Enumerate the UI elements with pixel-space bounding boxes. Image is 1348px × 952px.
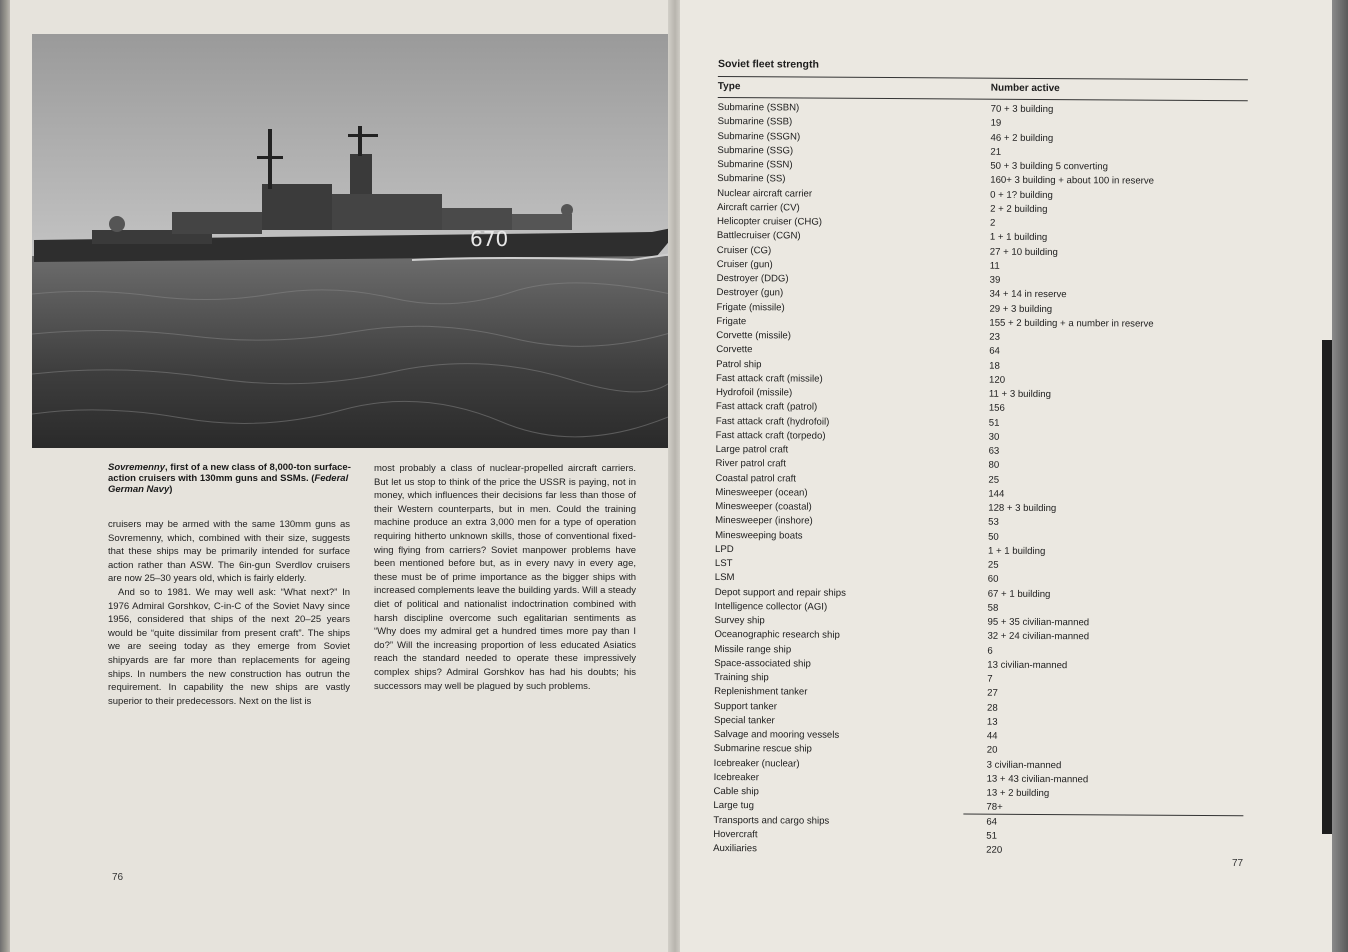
cell-number-active: 25 xyxy=(987,559,999,571)
cell-type: Minesweeper (inshore) xyxy=(715,515,813,527)
cell-number-active: 1 + 1 building xyxy=(989,231,1048,244)
cell-type: Minesweeper (coastal) xyxy=(715,500,812,513)
cell-number-active: 80 xyxy=(988,459,1000,471)
cell-type: Intelligence collector (AGI) xyxy=(714,600,828,613)
cell-type: Submarine rescue ship xyxy=(713,743,812,755)
warship-illustration xyxy=(32,34,680,448)
cell-number-active: 18 xyxy=(989,360,1000,372)
cell-number-active: 53 xyxy=(988,516,999,528)
cell-number-active: 2 xyxy=(989,217,996,229)
cell-number-active: 30 xyxy=(988,431,1000,443)
cell-type: Transports and cargo ships xyxy=(713,814,830,827)
cell-type: Destroyer (gun) xyxy=(716,287,784,299)
cell-number-active: 50 + 3 building 5 converting xyxy=(990,160,1108,173)
cell-number-active: 128 + 3 building xyxy=(988,502,1057,515)
cell-number-active: 39 xyxy=(989,274,1001,286)
cell-type: Fast attack craft (patrol) xyxy=(715,401,818,413)
page-edge-shadow xyxy=(1322,340,1332,834)
cell-number-active: 23 xyxy=(989,331,1001,343)
table-title: Soviet fleet strength xyxy=(717,58,819,71)
paragraph: And so to 1981. We may well ask: “What next?” In 1976 Admiral Gorshkov, C-in-C of the Soviet Navy since 1956, considered that ships of the next 20–25 years would be “quite dissimilar from present craft”. The ships we are seeing today as they emerge from Soviet shipyards are far more than replacements for ageing ships. In numbers the new construction has outrun the requirement. In capability the new ships are vastly superior to their predecessors. Next on the list is xyxy=(108,586,350,707)
cell-number-active: 78+ xyxy=(986,801,1003,814)
cell-number-active: 46 + 2 building xyxy=(990,132,1054,144)
cell-number-active: 51 xyxy=(986,830,997,842)
cell-type: Cruiser (CG) xyxy=(716,244,772,256)
cell-number-active: 3 civilian-manned xyxy=(986,759,1062,771)
cell-number-active: 6 xyxy=(987,645,993,657)
cell-number-active: 27 xyxy=(987,687,998,699)
cell-number-active: 60 xyxy=(987,573,999,585)
cell-type: Helicopter cruiser (CHG) xyxy=(716,215,823,228)
cell-number-active: 50 xyxy=(988,531,999,543)
sea xyxy=(32,256,680,448)
cell-number-active: 120 xyxy=(989,374,1006,386)
cell-number-active: 2 + 2 building xyxy=(990,203,1048,215)
cell-type: Replenishment tanker xyxy=(714,686,808,698)
cell-type: Hovercraft xyxy=(713,828,758,841)
cell-type: Training ship xyxy=(714,671,769,684)
page-number-left: 76 xyxy=(112,872,124,883)
cell-number-active: 11 + 3 building xyxy=(988,388,1051,401)
cell-number-active: 70 + 3 building xyxy=(990,103,1054,116)
cell-type: Frigate (missile) xyxy=(716,301,785,313)
cell-number-active: 7 xyxy=(987,673,993,685)
cell-type: Cable ship xyxy=(713,785,759,798)
cell-type: Icebreaker xyxy=(713,771,759,784)
cell-type: LSM xyxy=(714,572,735,584)
cell-number-active: 29 + 3 building xyxy=(989,303,1053,315)
caption-close: ) xyxy=(169,484,173,495)
cell-number-active: 58 xyxy=(987,602,999,614)
cell-type: Space-associated ship xyxy=(714,657,811,670)
cell-type: Aircraft carrier (CV) xyxy=(717,201,800,214)
cell-type: Fast attack craft (hydrofoil) xyxy=(715,415,830,428)
cell-number-active: 19 xyxy=(990,117,1002,129)
background-edge xyxy=(1332,0,1348,952)
body-column-1 xyxy=(108,518,350,708)
cell-type: Coastal patrol craft xyxy=(715,472,796,484)
cell-number-active: 13 civilian-manned xyxy=(987,659,1068,671)
cell-type: Large patrol craft xyxy=(715,443,789,456)
body-column-2 xyxy=(374,462,636,693)
cell-type: Submarine (SSG) xyxy=(717,144,794,157)
cell-type: Submarine (SSN) xyxy=(717,158,793,171)
cell-type: Auxiliaries xyxy=(713,842,757,855)
cell-type: Icebreaker (nuclear) xyxy=(713,757,800,770)
cell-type: Depot support and repair ships xyxy=(714,586,846,599)
cell-number-active: 21 xyxy=(990,146,1002,158)
cell-type: Submarine (SSBN) xyxy=(717,101,800,114)
cell-type: Destroyer (DDG) xyxy=(716,272,789,285)
cell-number-active: 160+ 3 building + about 100 in reserve xyxy=(990,174,1155,187)
cell-number-active: 95 + 35 civilian-manned xyxy=(987,616,1090,629)
cell-type: Battlecruiser (CGN) xyxy=(716,230,801,242)
ship-photo xyxy=(32,34,680,448)
cell-number-active: 11 xyxy=(989,260,1000,272)
cell-number-active: 220 xyxy=(986,844,1003,856)
paragraph: most probably a class of nuclear-propelled aircraft carriers. But let us stop to think of the price the USSR is paying, not in money, which influences their decisions far less than those of their Western counterparts, but in men. Could the training machine produce an extra 3,000 men for a type of operation requiring hitherto unknown skills, those of conventional fixed-wing flying from carriers? Soviet manpower problems have been mentioned before but, as in every navy in every age, these must be of prime importance as the bigger ships with increased complements leave the building yards. Will a steady diet of political and nationalist indoctrination combined with harsh discipline overcome such egalitarian sentiments as “Why does my admiral get a hundred times more pay than I do?” Will the increasing proportion of less educated Asiatics reach the standard needed to operate these impressively complex ships? Admiral Gorshkov has had his doubts; his successors may well be plagued by such problems. xyxy=(374,463,636,692)
cell-number-active: 64 xyxy=(986,816,998,828)
page-number-right: 77 xyxy=(1232,858,1244,869)
cell-type: LPD xyxy=(714,543,734,555)
cell-type: Fast attack craft (torpedo) xyxy=(715,429,826,442)
hull-number: 670 xyxy=(470,227,509,251)
cell-number-active: 155 + 2 building + a number in reserve xyxy=(989,317,1154,330)
cell-type: Survey ship xyxy=(714,614,765,627)
cell-number-active: 13 + 43 civilian-manned xyxy=(986,773,1089,786)
cell-type: Cruiser (gun) xyxy=(716,258,773,271)
cell-number-active: 20 xyxy=(986,744,998,756)
cell-number-active: 1 + 1 building xyxy=(987,545,1046,557)
cell-number-active: 13 xyxy=(986,716,998,728)
cell-type: Submarine (SSB) xyxy=(717,116,793,128)
caption-ship-name: Sovremenny xyxy=(108,462,166,473)
cell-number-active: 67 + 1 building xyxy=(987,588,1051,600)
cell-type: Oceanographic research ship xyxy=(714,629,840,642)
caption-text: , first of a new class of 8,000-ton surface-action cruisers with 130mm guns and SSMs. ( xyxy=(108,462,351,484)
cell-type: River patrol craft xyxy=(715,458,786,470)
cell-number-active: 25 xyxy=(988,474,1000,486)
cell-number-active: 63 xyxy=(988,445,1000,457)
cell-type: Fast attack craft (missile) xyxy=(716,372,823,385)
cell-type: Submarine (SS) xyxy=(717,173,786,185)
cell-number-active: 27 + 10 building xyxy=(989,246,1058,258)
cell-type: Minesweeper (ocean) xyxy=(715,486,808,499)
table-body xyxy=(713,98,1248,859)
paragraph: cruisers may be armed with the same 130mm guns as Sovremenny, which, combined with their size, suggests that these ships may be primarily intended for surface action rather than ASW. The 6in-gun Sverdlov cruisers are now 25–30 years old, which is fairly elderly. xyxy=(108,519,350,585)
photo-caption xyxy=(108,462,354,495)
cell-number-active: 44 xyxy=(986,730,998,742)
cell-type: Nuclear aircraft carrier xyxy=(717,187,813,200)
cell-type: Special tanker xyxy=(713,714,775,727)
cell-number-active: 34 + 14 in reserve xyxy=(989,288,1067,301)
cell-number-active: 13 + 2 building xyxy=(986,787,1050,800)
caption-credit: Federal German Navy xyxy=(108,473,349,495)
cell-type: Corvette xyxy=(716,344,753,356)
cell-number-active: 28 xyxy=(987,702,998,714)
cell-number-active: 156 xyxy=(988,402,1005,415)
column-header-number: Number active xyxy=(990,82,1060,95)
cell-type: Corvette (missile) xyxy=(716,329,791,342)
cell-number-active: 64 xyxy=(989,345,1000,357)
cell-type: Support tanker xyxy=(714,700,778,712)
cell-type: Submarine (SSGN) xyxy=(717,130,801,143)
cell-type: LST xyxy=(714,557,733,570)
cell-number-active: 144 xyxy=(988,488,1005,500)
cell-number-active: 32 + 24 civilian-manned xyxy=(987,630,1090,643)
cell-type: Minesweeping boats xyxy=(715,529,803,542)
cell-type: Large tug xyxy=(713,800,755,812)
cell-type: Frigate xyxy=(716,315,747,327)
cell-number-active: 0 + 1? building xyxy=(990,189,1053,201)
cell-type: Patrol ship xyxy=(716,358,762,370)
fleet-strength-table xyxy=(713,58,1248,856)
cell-type: Salvage and mooring vessels xyxy=(713,728,840,741)
cell-number-active: 51 xyxy=(988,417,1000,429)
column-header-type: Type xyxy=(717,80,741,93)
cell-type: Hydrofoil (missile) xyxy=(715,386,793,399)
cell-type: Missile range ship xyxy=(714,643,792,655)
